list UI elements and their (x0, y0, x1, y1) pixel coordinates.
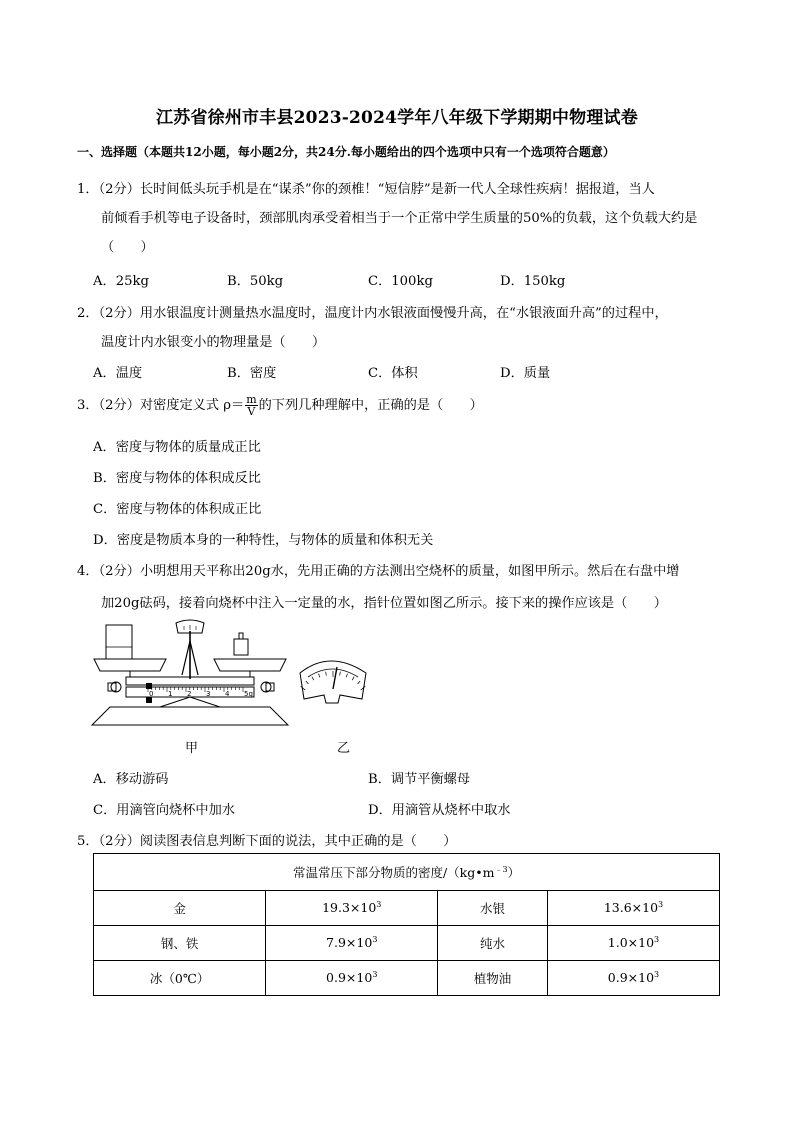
table-caption: 常温常压下部分物质的密度$/(kg•m^{﹣3})$ (94, 854, 720, 891)
q3-suffix: 的下列几种理解中，正确的是（ ） (258, 398, 483, 413)
q1-line1: 1．（2分）长时间低头玩手机是在“谋杀”你的颈椎！“短信脖”是新一代人全球性疾病！据报道，当人 (77, 182, 655, 197)
q4-line2: 加20g砝码，接着向烧杯中注入一定量的水，指针位置如图乙所示。接下来的操作应该是（ ） (101, 596, 667, 611)
table-cell: 植物油 (438, 961, 548, 996)
q4-option-a: A．移动游码 (93, 772, 169, 787)
q3-prefix: 3．（2分）对密度定义式 ρ＝ (77, 398, 245, 413)
q3-option-b: B．密度与物体的体积成反比 (93, 471, 261, 486)
q4-option-c: C．用滴管向烧杯中加水 (93, 803, 235, 818)
scale-label: 3 (206, 690, 211, 698)
rider (146, 683, 152, 689)
table-row (94, 961, 720, 996)
table-cell: 水银 (438, 891, 548, 926)
table-cell: 纯水 (438, 926, 548, 961)
table-row (94, 926, 720, 961)
q2-option-b: B．密度 (227, 366, 277, 381)
q3-option-a: A．密度与物体的质量成正比 (93, 440, 261, 455)
q1-option-d: D．150kg (500, 274, 566, 289)
dial-tick (346, 674, 347, 678)
q3-option-c: C．密度与物体的体积成正比 (93, 502, 262, 517)
table-cell: $19.3\times 10^3$ (266, 891, 438, 926)
q2-option-a: A．温度 (93, 366, 143, 381)
dial-tick (319, 674, 320, 678)
table-cell: $7.9\times 10^3$ (266, 926, 438, 961)
table-cell: $0.9\times 10^3$ (547, 961, 719, 996)
table-cell: $1.0\times 10^3$ (547, 926, 719, 961)
q1-option-b: B．50kg (227, 274, 284, 289)
table-row (94, 891, 720, 926)
scale-label: 4 (225, 690, 230, 698)
left-pan (94, 659, 166, 671)
q2-option-c: C．体积 (368, 366, 418, 381)
q5-line1: 5．（2分）阅读图表信息判断下面的说法，其中正确的是（ ） (77, 834, 457, 849)
q4-option-b: B．调节平衡螺母 (368, 772, 471, 787)
q4-option-d: D．用滴管从烧杯中取水 (368, 803, 511, 818)
density-formula (245, 394, 257, 417)
q2-line2: 温度计内水银变小的物理量是（ ） (101, 335, 326, 350)
table-cell: 钢、铁 (94, 926, 266, 961)
balance-figure (90, 617, 390, 756)
dial-tick (352, 677, 354, 680)
q4-line1: 4．（2分）小明想用天平称出20g水，先用正确的方法测出空烧杯的质量，如图甲所示。然后在右盘中增 (77, 564, 680, 579)
dial-tick (340, 672, 341, 676)
density-table (93, 853, 720, 996)
q3-option-d: D．密度是物质本身的一种特性，与物体的质量和体积无关 (93, 533, 434, 548)
q1-line3: （ ） (101, 240, 154, 255)
table-cell: 冰（0℃） (94, 961, 266, 996)
q2-line1: 2．（2分）用水银温度计测量热水温度时，温度计内水银液面慢慢升高，在“水银液面升高”的过程中， (77, 306, 668, 321)
pointer-panel-yi (300, 661, 366, 703)
beaker-icon (106, 625, 132, 659)
scale-label: 1 (168, 690, 173, 698)
scale-label: 0 (149, 690, 154, 698)
dial-tick (358, 681, 361, 684)
balance-base (92, 707, 288, 725)
q1-line2: 前倾看手机等电子设备时，颈部肌肉承受着相当于一个正常中学生质量的50%的负载，这个负载大约是 (101, 211, 698, 226)
table-cell: 金 (94, 891, 266, 926)
figure-label-yi: 乙 (337, 741, 351, 756)
table-cell: $0.9\times 10^3$ (266, 961, 438, 996)
page-title: 江苏省徐州市丰县2023-2024学年八年级下学期期中物理试卷 (156, 108, 638, 128)
weight-icon (234, 639, 248, 655)
q1-option-a: A．25kg (93, 274, 149, 289)
table-cell: $13.6\times 10^3$ (547, 891, 719, 926)
formula-numerator: m (246, 393, 257, 406)
section-heading: 一、选择题（本题共12小题，每小题2分，共24分.每小题给出的四个选项中只有一个选项符合题意） (77, 145, 615, 159)
figure-label-jia: 甲 (185, 741, 199, 756)
q2-option-d: D．质量 (500, 366, 551, 381)
scale-label: 2 (187, 690, 192, 698)
dial-tick (312, 677, 314, 680)
q1-option-c: C．100kg (368, 274, 433, 289)
formula-denominator: V (247, 405, 256, 418)
q3-stem (77, 394, 483, 417)
dial-tick (326, 672, 327, 676)
pointer-yi (333, 667, 337, 689)
balance-illustration (90, 617, 390, 737)
right-pan (214, 659, 286, 671)
scale-label: 5g (244, 690, 253, 698)
dial-tick (306, 681, 309, 684)
